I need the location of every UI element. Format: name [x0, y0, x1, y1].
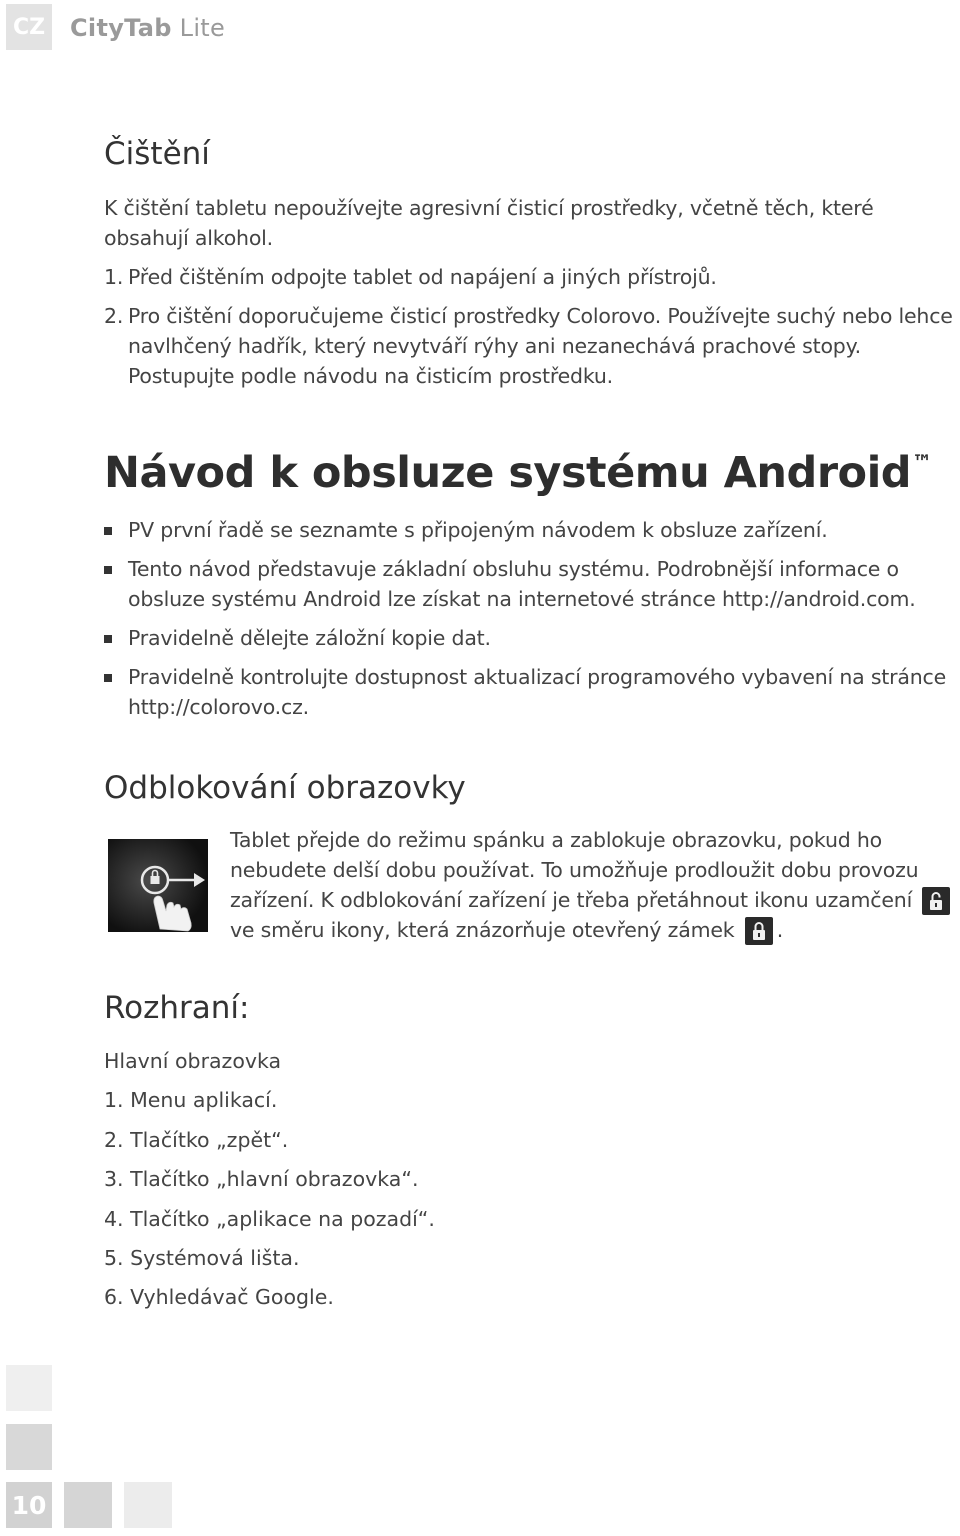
- brand-name: CityTab: [70, 14, 172, 42]
- page-number: 10: [6, 1482, 52, 1528]
- interface-heading: Rozhraní:: [104, 990, 250, 1026]
- cleaning-intro: K čištění tabletu nepoužívejte agresivní čisticí prostředky, včetně těch, které obsahují alkohol.: [104, 196, 874, 250]
- item-number: 1.: [104, 265, 124, 289]
- item-text: Pro čištění doporučujeme čisticí prostředky Colorovo. Používejte suchý nebo lehce navlhčený hadřík, který nevytváří rýhy ani nezanechává prachové stopy. Postupujte podle návodu na čisticím prostředku.: [128, 304, 953, 388]
- list-item: 5. Systémová lišta.: [104, 1245, 300, 1270]
- padlock-open-icon: [745, 917, 773, 945]
- unlock-text-part1: Tablet přejde do režimu spánku a zablokuje obrazovku, pokud ho nebudete delší dobu používat. To umožňuje prodloužit dobu provozu zařízení. K odblokování zařízení je třeba přetáhnout ikonu uzamčení: [230, 828, 919, 912]
- brand-variant: Lite: [179, 14, 226, 42]
- unlock-gesture-image: [108, 839, 208, 932]
- unlock-heading: Odblokování obrazovky: [104, 770, 466, 806]
- android-heading-text: Návod k obsluze systému Android: [104, 448, 912, 498]
- list-item: 6. Vyhledávač Google.: [104, 1285, 334, 1310]
- unlock-text-part2: ve směru ikony, která znázorňuje otevřený zámek: [230, 918, 735, 942]
- footer-deco-square: [124, 1482, 172, 1528]
- bullet-text: Pravidelně dělejte záložní kopie dat.: [128, 626, 491, 650]
- bullet-square-icon: [104, 527, 112, 535]
- unlock-gesture-icon: [108, 839, 208, 932]
- android-heading: [104, 448, 932, 498]
- footer-deco-square: [64, 1482, 112, 1528]
- bullet-text: Pravidelně kontrolujte dostupnost aktualizací programového vybavení na stránce http://colorovo.cz.: [128, 665, 947, 719]
- bullet-square-icon: [104, 566, 112, 574]
- list-item: 2. Tlačítko „zpět“.: [104, 1127, 289, 1152]
- cleaning-section: [104, 193, 956, 391]
- cleaning-heading: Čištění: [104, 136, 210, 172]
- bullet-item: [104, 623, 956, 653]
- padlock-closed-icon: [922, 887, 950, 915]
- brand-title: [70, 14, 225, 42]
- list-item: [104, 262, 956, 292]
- unlock-text-part3: .: [776, 918, 784, 942]
- item-number: 2.: [104, 304, 124, 328]
- bullet-text: Tento návod představuje základní obsluhu systému. Podrobnější informace o obsluze systému Android lze získat na internetové stránce http://android.com.: [128, 557, 916, 611]
- android-bullet-list: [104, 515, 956, 731]
- bullet-square-icon: [104, 674, 112, 682]
- interface-subtitle: Hlavní obrazovka: [104, 1049, 282, 1073]
- bullet-item: [104, 515, 956, 545]
- interface-list: [104, 1046, 704, 1322]
- footer-deco-square: [6, 1365, 52, 1411]
- bullet-item: [104, 662, 956, 722]
- list-item: 1. Menu aplikací.: [104, 1088, 278, 1113]
- list-item: [104, 301, 956, 391]
- language-badge: CZ: [6, 4, 52, 50]
- list-item: 4. Tlačítko „aplikace na pozadí“.: [104, 1206, 435, 1231]
- trademark-symbol: ™: [912, 450, 932, 474]
- item-text: Před čištěním odpojte tablet od napájení a jiných přístrojů.: [128, 265, 717, 289]
- footer-deco-square: [6, 1424, 52, 1470]
- list-item: 3. Tlačítko „hlavní obrazovka“.: [104, 1167, 419, 1192]
- bullet-square-icon: [104, 635, 112, 643]
- unlock-description: [230, 825, 956, 945]
- bullet-text: PV první řadě se seznamte s připojeným návodem k obsluze zařízení.: [128, 518, 828, 542]
- bullet-item: [104, 554, 956, 614]
